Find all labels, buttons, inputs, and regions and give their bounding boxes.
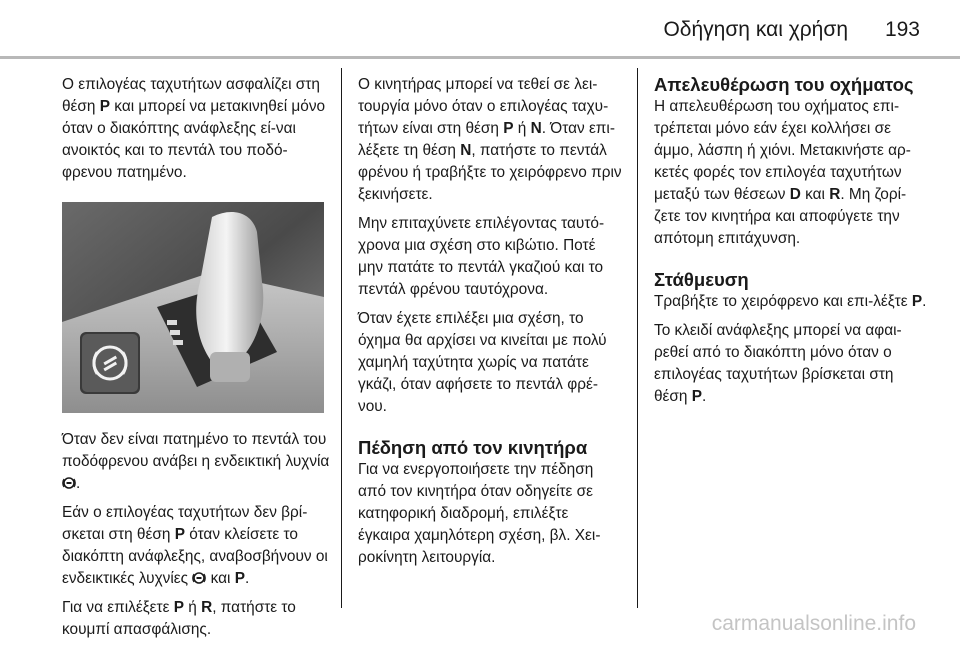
paragraph: Τραβήξτε το χειρόφρενο και επι-λέξτε P. bbox=[654, 293, 927, 310]
section-heading: Στάθμευση bbox=[654, 269, 749, 290]
paragraph: Ο κινητήρας μπορεί να τεθεί σε λει-τουργία μόνο όταν ο επιλογέας ταχυ-τήτων είναι στη θέση P ή N. Όταν επι-λέξετε τη θέση N, πατήστε το πεντάλ φρένου ή τραβήξτε το χειρόφρενο πριν ξεκινήσετε. bbox=[358, 76, 622, 203]
paragraph: Ο επιλογέας ταχυτήτων ασφαλίζει στη θέση P και μπορεί να μετακινηθεί μόνο όταν ο διακόπτης ανάφλεξης εί-ναι ανοικτός και το πεντάλ του ποδό-φρενου πατημένο. bbox=[62, 76, 326, 181]
paragraph: Το κλειδί ανάφλεξης μπορεί να αφαι-ρεθεί από το διακόπτη μόνο όταν ο επιλογέας ταχυτήτων βρίσκεται στη θέση P. bbox=[654, 322, 902, 405]
column-middle bbox=[358, 74, 624, 576]
gear-selector-image bbox=[62, 202, 324, 413]
gear-selector-illustration bbox=[62, 202, 324, 413]
paragraph: Η απελευθέρωση του οχήματος επι-τρέπεται μόνο εάν έχει κολλήσει σε άμμο, λάσπη ή χιόνι. Μετακινήστε αρ-κετές φορές τον επιλογέα ταχυτήτων μεταξύ των θέσεων D και R. Μη ζορί-ζετε τον κινητήρα και αποφύγετε την απότομη επιτάχυνση. bbox=[654, 98, 911, 247]
column-right bbox=[654, 74, 928, 415]
paragraph: Μην επιταχύνετε επιλέγοντας ταυτό-χρονα μια σχέση στο κιβώτιο. Ποτέ μην πατάτε το πεντάλ γκαζιού και το πεντάλ φρένου ταυτόχρονα. bbox=[358, 215, 605, 298]
header-rule bbox=[0, 56, 960, 59]
paragraph: Εάν ο επιλογέας ταχυτήτων δεν βρί-σκεται στη θέση P όταν κλείσετε το διακόπτη ανάφλεξης, αναβοσβήνουν οι ενδεικτικές λυχνίες και P. bbox=[62, 504, 328, 587]
section-title: Οδήγηση και χρήση bbox=[663, 18, 848, 41]
column-left bbox=[62, 74, 330, 648]
paragraph: Όταν έχετε επιλέξει μια σχέση, το όχημα θα αρχίσει να κινείται με πολύ χαμηλή ταχύτητα χωρίς να πατάτε γκάζι, όταν αφήσετε το πεντάλ φρέ-νου. bbox=[358, 310, 607, 415]
paragraph: Για να επιλέξετε P ή R, πατήστε το κουμπί απασφάλισης. bbox=[62, 599, 296, 638]
watermark: carmanualsonline.info bbox=[711, 612, 916, 635]
section-heading: Απελευθέρωση του οχήματος bbox=[654, 74, 914, 95]
section-heading: Πέδηση από τον κινητήρα bbox=[358, 437, 588, 458]
brake-lamp-icon bbox=[192, 571, 206, 585]
paragraph: Για να ενεργοποιήσετε την πέδηση από τον κινητήρα όταν οδηγείτε σε κατηφορική διαδρομή, επιλέξτε έγκαιρα χαμηλότερη σχέση, βλ. Χει-ροκίνητη λειτουργία. bbox=[358, 461, 601, 566]
page-number: 193 bbox=[884, 18, 920, 41]
column-divider bbox=[341, 68, 342, 608]
page-header bbox=[0, 0, 960, 58]
paragraph: Όταν δεν είναι πατημένο το πεντάλ του ποδόφρενου ανάβει η ενδεικτική λυχνία . bbox=[62, 431, 330, 492]
brake-lamp-icon bbox=[62, 476, 76, 490]
column-divider bbox=[637, 68, 638, 608]
